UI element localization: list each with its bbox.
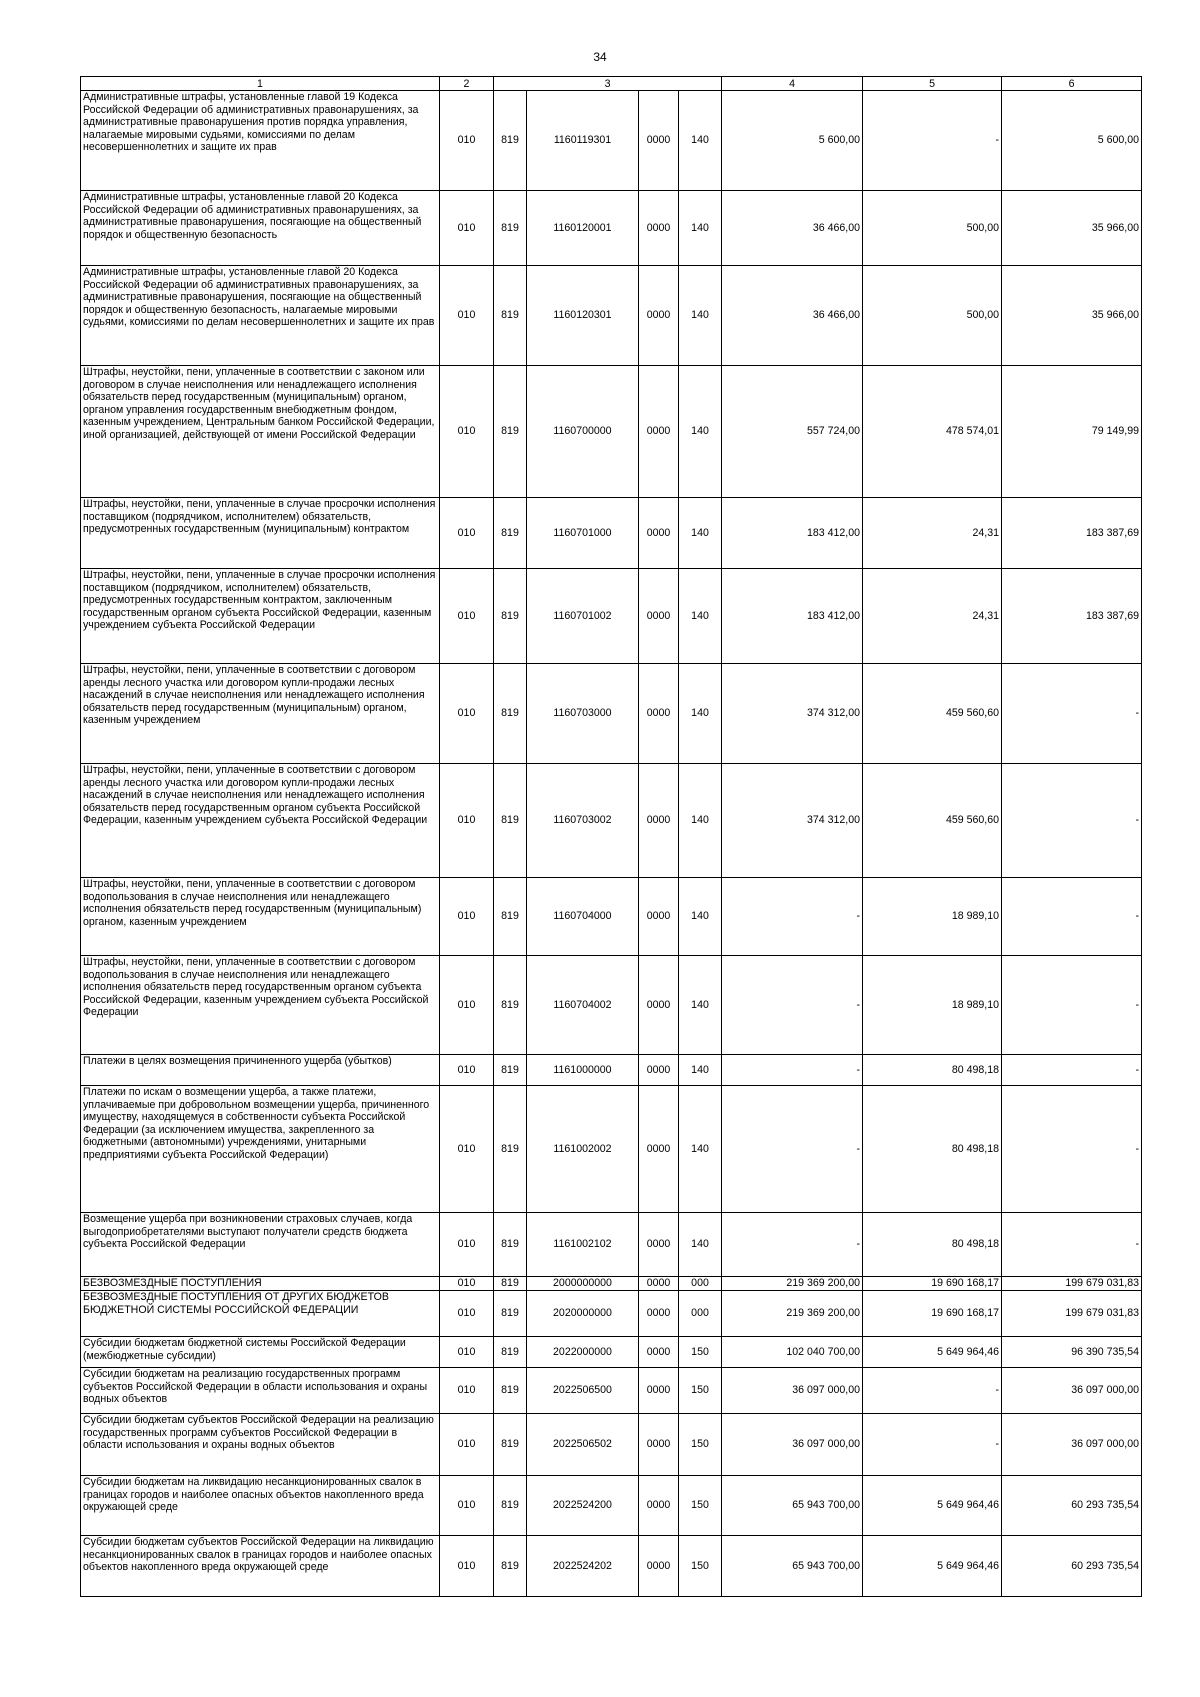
header-col-3: 3 [494,77,722,91]
row-revenue-code: 2022000000 [527,1337,639,1368]
row-approved-amount: 183 412,00 [722,498,863,569]
row-program-code: 0000 [639,1213,679,1277]
row-kosgu-code: 140 [679,764,722,878]
row-revenue-code: 1160119301 [527,91,639,191]
row-program-code: 0000 [639,1277,679,1291]
row-code-line: 010 [440,569,494,664]
row-code-line: 010 [440,266,494,366]
row-kosgu-code: 140 [679,1213,722,1277]
table-row [81,664,1142,764]
row-code-line: 010 [440,1368,494,1414]
table-row [81,764,1142,878]
row-approved-amount: - [722,1086,863,1213]
table-row [81,266,1142,366]
row-kosgu-code: 140 [679,664,722,764]
row-executed-amount: 5 649 964,46 [863,1337,1002,1368]
row-code-line: 010 [440,1055,494,1086]
row-unexecuted-amount: - [1002,878,1142,956]
row-executed-amount: 500,00 [863,266,1002,366]
table-row [81,91,1142,191]
row-approved-amount: 36 097 000,00 [722,1414,863,1476]
row-admin-code: 819 [494,1414,527,1476]
header-col-1: 1 [81,77,440,91]
table-row [81,1086,1142,1213]
row-description: Штрафы, неустойки, пени, уплаченные в соответствии с договором аренды лесного участка или договором купли-продажи лесных насаждений в случае неисполнения или ненадлежащего исполнения обязательств перед государственным органом субъекта Российской Федерации, казенным учреждением субъекта Российской Федерации [81,764,440,878]
row-approved-amount: - [722,878,863,956]
row-executed-amount: - [863,1368,1002,1414]
header-col-2: 2 [440,77,494,91]
row-program-code: 0000 [639,498,679,569]
row-kosgu-code: 140 [679,878,722,956]
row-unexecuted-amount: 199 679 031,83 [1002,1291,1142,1337]
row-approved-amount: 219 369 200,00 [722,1291,863,1337]
table-row [81,366,1142,498]
row-description: Возмещение ущерба при возникновении страховых случаев, когда выгодоприобретателями выступают получатели средств бюджета субъекта Российской Федерации [81,1213,440,1277]
table-row [81,1368,1142,1414]
row-kosgu-code: 140 [679,498,722,569]
page-number: 34 [593,50,607,64]
row-program-code: 0000 [639,366,679,498]
row-admin-code: 819 [494,956,527,1055]
row-program-code: 0000 [639,1337,679,1368]
row-approved-amount: 36 097 000,00 [722,1368,863,1414]
row-admin-code: 819 [494,498,527,569]
row-unexecuted-amount: 96 390 735,54 [1002,1337,1142,1368]
row-admin-code: 819 [494,1291,527,1337]
row-code-line: 010 [440,1086,494,1213]
row-code-line: 010 [440,498,494,569]
row-executed-amount: 80 498,18 [863,1086,1002,1213]
row-description: Административные штрафы, установленные главой 20 Кодекса Российской Федерации об административных правонарушениях, за административные правонарушения, посягающие на общественный порядок и общественную безопасность [81,191,440,266]
row-admin-code: 819 [494,1337,527,1368]
row-description: БЕЗВОЗМЕЗДНЫЕ ПОСТУПЛЕНИЯ [81,1277,440,1291]
row-code-line: 010 [440,91,494,191]
table-row [81,956,1142,1055]
row-revenue-code: 2000000000 [527,1277,639,1291]
row-unexecuted-amount: 60 293 735,54 [1002,1476,1142,1536]
row-admin-code: 819 [494,569,527,664]
row-admin-code: 819 [494,878,527,956]
row-admin-code: 819 [494,1213,527,1277]
row-approved-amount: 102 040 700,00 [722,1337,863,1368]
row-executed-amount: 80 498,18 [863,1213,1002,1277]
row-admin-code: 819 [494,266,527,366]
row-admin-code: 819 [494,1368,527,1414]
row-code-line: 010 [440,1291,494,1337]
row-program-code: 0000 [639,878,679,956]
row-code-line: 010 [440,1337,494,1368]
row-revenue-code: 1160701000 [527,498,639,569]
row-description: Штрафы, неустойки, пени, уплаченные в случае просрочки исполнения поставщиком (подрядчиком, исполнителем) обязательств, предусмотренных государственным контрактом, заключенным государственным органом субъекта Российской Федерации, казенным учреждением субъекта Российской Федерации [81,569,440,664]
row-approved-amount: - [722,956,863,1055]
row-unexecuted-amount: 5 600,00 [1002,91,1142,191]
row-description: Штрафы, неустойки, пени, уплаченные в случае просрочки исполнения поставщиком (подрядчиком, исполнителем) обязательств, предусмотренных государственным (муниципальным) контрактом [81,498,440,569]
row-executed-amount: 459 560,60 [863,764,1002,878]
row-description: Платежи по искам о возмещении ущерба, а также платежи, уплачиваемые при добровольном возмещении ущерба, причиненного имуществу, находящемуся в собственности субъекта Российской Федерации (за исключением имущества, закрепленного за бюджетными (автономными) учреждениями, унитарными предприятиями субъекта Российской Федерации) [81,1086,440,1213]
report-table [80,76,1142,1597]
row-revenue-code: 2020000000 [527,1291,639,1337]
row-executed-amount: 18 989,10 [863,878,1002,956]
row-program-code: 0000 [639,1291,679,1337]
row-executed-amount: 478 574,01 [863,366,1002,498]
row-approved-amount: 36 466,00 [722,191,863,266]
row-program-code: 0000 [639,664,679,764]
row-unexecuted-amount: - [1002,1213,1142,1277]
row-unexecuted-amount: - [1002,1086,1142,1213]
row-program-code: 0000 [639,569,679,664]
row-admin-code: 819 [494,191,527,266]
row-unexecuted-amount: 183 387,69 [1002,498,1142,569]
row-approved-amount: - [722,1055,863,1086]
row-unexecuted-amount: 36 097 000,00 [1002,1414,1142,1476]
row-unexecuted-amount: 36 097 000,00 [1002,1368,1142,1414]
row-description: БЕЗВОЗМЕЗДНЫЕ ПОСТУПЛЕНИЯ ОТ ДРУГИХ БЮДЖЕТОВ БЮДЖЕТНОЙ СИСТЕМЫ РОССИЙСКОЙ ФЕДЕРАЦИИ [81,1291,440,1337]
row-description: Субсидии бюджетам на реализацию государственных программ субъектов Российской Федерации в области использования и охраны водных объектов [81,1368,440,1414]
row-revenue-code: 1161002102 [527,1213,639,1277]
row-description: Штрафы, неустойки, пени, уплаченные в соответствии с договором аренды лесного участка или договором купли-продажи лесных насаждений в случае неисполнения или ненадлежащего исполнения обязательств перед государственным (муниципальным) органом, казенным учреждением [81,664,440,764]
row-kosgu-code: 150 [679,1337,722,1368]
row-revenue-code: 1160704002 [527,956,639,1055]
row-approved-amount: - [722,1213,863,1277]
row-executed-amount: 19 690 168,17 [863,1291,1002,1337]
row-unexecuted-amount: 79 149,99 [1002,366,1142,498]
row-admin-code: 819 [494,1277,527,1291]
row-code-line: 010 [440,1213,494,1277]
row-program-code: 0000 [639,1368,679,1414]
row-program-code: 0000 [639,956,679,1055]
row-description: Административные штрафы, установленные главой 20 Кодекса Российской Федерации об административных правонарушениях, за административные правонарушения, посягающие на общественный порядок и общественную безопасность, налагаемые мировыми судьями, комиссиями по делам несовершеннолетних и защите их прав [81,266,440,366]
row-code-line: 010 [440,664,494,764]
row-program-code: 0000 [639,764,679,878]
row-executed-amount: 500,00 [863,191,1002,266]
row-executed-amount: 80 498,18 [863,1055,1002,1086]
row-revenue-code: 1160120001 [527,191,639,266]
header-col-5: 5 [863,77,1002,91]
row-approved-amount: 557 724,00 [722,366,863,498]
table-row [81,1536,1142,1597]
table-row [81,1213,1142,1277]
row-revenue-code: 1160704000 [527,878,639,956]
row-unexecuted-amount: 199 679 031,83 [1002,1277,1142,1291]
row-unexecuted-amount: - [1002,664,1142,764]
row-revenue-code: 2022524200 [527,1476,639,1536]
table-row [81,1337,1142,1368]
row-admin-code: 819 [494,91,527,191]
row-code-line: 010 [440,1476,494,1536]
row-program-code: 0000 [639,1055,679,1086]
row-approved-amount: 374 312,00 [722,764,863,878]
row-kosgu-code: 000 [679,1291,722,1337]
table-row [81,191,1142,266]
row-kosgu-code: 140 [679,1086,722,1213]
row-description: Субсидии бюджетам бюджетной системы Российской Федерации (межбюджетные субсидии) [81,1337,440,1368]
row-kosgu-code: 000 [679,1277,722,1291]
row-program-code: 0000 [639,1414,679,1476]
row-kosgu-code: 140 [679,569,722,664]
row-kosgu-code: 140 [679,191,722,266]
row-unexecuted-amount: - [1002,956,1142,1055]
row-approved-amount: 5 600,00 [722,91,863,191]
row-description: Платежи в целях возмещения причиненного ущерба (убытков) [81,1055,440,1086]
row-program-code: 0000 [639,266,679,366]
row-kosgu-code: 140 [679,1055,722,1086]
row-admin-code: 819 [494,664,527,764]
row-executed-amount: 5 649 964,46 [863,1536,1002,1597]
row-executed-amount: 5 649 964,46 [863,1476,1002,1536]
row-executed-amount: 459 560,60 [863,664,1002,764]
row-admin-code: 819 [494,1536,527,1597]
row-program-code: 0000 [639,91,679,191]
row-revenue-code: 1160700000 [527,366,639,498]
table-row [81,569,1142,664]
row-approved-amount: 65 943 700,00 [722,1476,863,1536]
row-program-code: 0000 [639,1536,679,1597]
row-admin-code: 819 [494,1476,527,1536]
row-code-line: 010 [440,878,494,956]
row-revenue-code: 1160120301 [527,266,639,366]
row-revenue-code: 1161002002 [527,1086,639,1213]
row-code-line: 010 [440,1414,494,1476]
row-unexecuted-amount: 183 387,69 [1002,569,1142,664]
row-executed-amount: 24,31 [863,498,1002,569]
row-code-line: 010 [440,1536,494,1597]
row-executed-amount: - [863,91,1002,191]
row-executed-amount: 18 989,10 [863,956,1002,1055]
row-approved-amount: 183 412,00 [722,569,863,664]
row-description: Субсидии бюджетам субъектов Российской Федерации на ликвидацию несанкционированных свалок в границах городов и наиболее опасных объектов накопленного вреда окружающей среде [81,1536,440,1597]
row-description: Штрафы, неустойки, пени, уплаченные в соответствии с законом или договором в случае неисполнения или ненадлежащего исполнения обязательств перед государственным (муниципальным) органом, органом управления государственным внебюджетным фондом, казенным учреждением, Центральным банком Российской Федерации, иной организацией, действующей от имени Российской Федерации [81,366,440,498]
row-code-line: 010 [440,764,494,878]
table-row [81,1414,1142,1476]
row-approved-amount: 374 312,00 [722,664,863,764]
header-col-4: 4 [722,77,863,91]
row-executed-amount: - [863,1414,1002,1476]
row-description: Субсидии бюджетам субъектов Российской Федерации на реализацию государственных программ субъектов Российской Федерации в области использования и охраны водных объектов [81,1414,440,1476]
row-revenue-code: 2022506500 [527,1368,639,1414]
row-admin-code: 819 [494,1086,527,1213]
row-approved-amount: 65 943 700,00 [722,1536,863,1597]
row-program-code: 0000 [639,1476,679,1536]
table-row [81,1277,1142,1291]
row-description: Субсидии бюджетам на ликвидацию несанкционированных свалок в границах городов и наиболее опасных объектов накопленного вреда окружающей среде [81,1476,440,1536]
row-revenue-code: 1160701002 [527,569,639,664]
row-description: Административные штрафы, установленные главой 19 Кодекса Российской Федерации об административных правонарушениях, за административные правонарушения против порядка управления, налагаемые мировыми судьями, комиссиями по делам несовершеннолетних и защите их прав [81,91,440,191]
row-kosgu-code: 140 [679,266,722,366]
row-admin-code: 819 [494,764,527,878]
table-row [81,1476,1142,1536]
row-approved-amount: 36 466,00 [722,266,863,366]
row-program-code: 0000 [639,191,679,266]
header-col-6: 6 [1002,77,1142,91]
row-code-line: 010 [440,1277,494,1291]
row-code-line: 010 [440,191,494,266]
row-code-line: 010 [440,956,494,1055]
row-kosgu-code: 140 [679,366,722,498]
row-unexecuted-amount: 60 293 735,54 [1002,1536,1142,1597]
row-unexecuted-amount: - [1002,1055,1142,1086]
row-approved-amount: 219 369 200,00 [722,1277,863,1291]
table-row [81,1055,1142,1086]
row-code-line: 010 [440,366,494,498]
table-row [81,498,1142,569]
row-revenue-code: 2022506502 [527,1414,639,1476]
row-description: Штрафы, неустойки, пени, уплаченные в соответствии с договором водопользования в случае неисполнения или ненадлежащего исполнения обязательств перед государственным (муниципальным) органом, казенным учреждением [81,878,440,956]
row-unexecuted-amount: 35 966,00 [1002,191,1142,266]
row-executed-amount: 24,31 [863,569,1002,664]
row-admin-code: 819 [494,366,527,498]
row-unexecuted-amount: - [1002,764,1142,878]
row-executed-amount: 19 690 168,17 [863,1277,1002,1291]
row-kosgu-code: 140 [679,91,722,191]
row-kosgu-code: 140 [679,956,722,1055]
row-revenue-code: 2022524202 [527,1536,639,1597]
row-revenue-code: 1160703000 [527,664,639,764]
row-unexecuted-amount: 35 966,00 [1002,266,1142,366]
row-description: Штрафы, неустойки, пени, уплаченные в соответствии с договором водопользования в случае неисполнения или ненадлежащего исполнения обязательств перед государственным органом субъекта Российской Федерации, казенным учреждением субъекта Российской Федерации [81,956,440,1055]
row-kosgu-code: 150 [679,1476,722,1536]
row-revenue-code: 1160703002 [527,764,639,878]
row-revenue-code: 1161000000 [527,1055,639,1086]
row-kosgu-code: 150 [679,1368,722,1414]
table-header-row [81,77,1142,91]
row-admin-code: 819 [494,1055,527,1086]
row-program-code: 0000 [639,1086,679,1213]
table-row [81,878,1142,956]
row-kosgu-code: 150 [679,1536,722,1597]
table-row [81,1291,1142,1337]
row-kosgu-code: 150 [679,1414,722,1476]
